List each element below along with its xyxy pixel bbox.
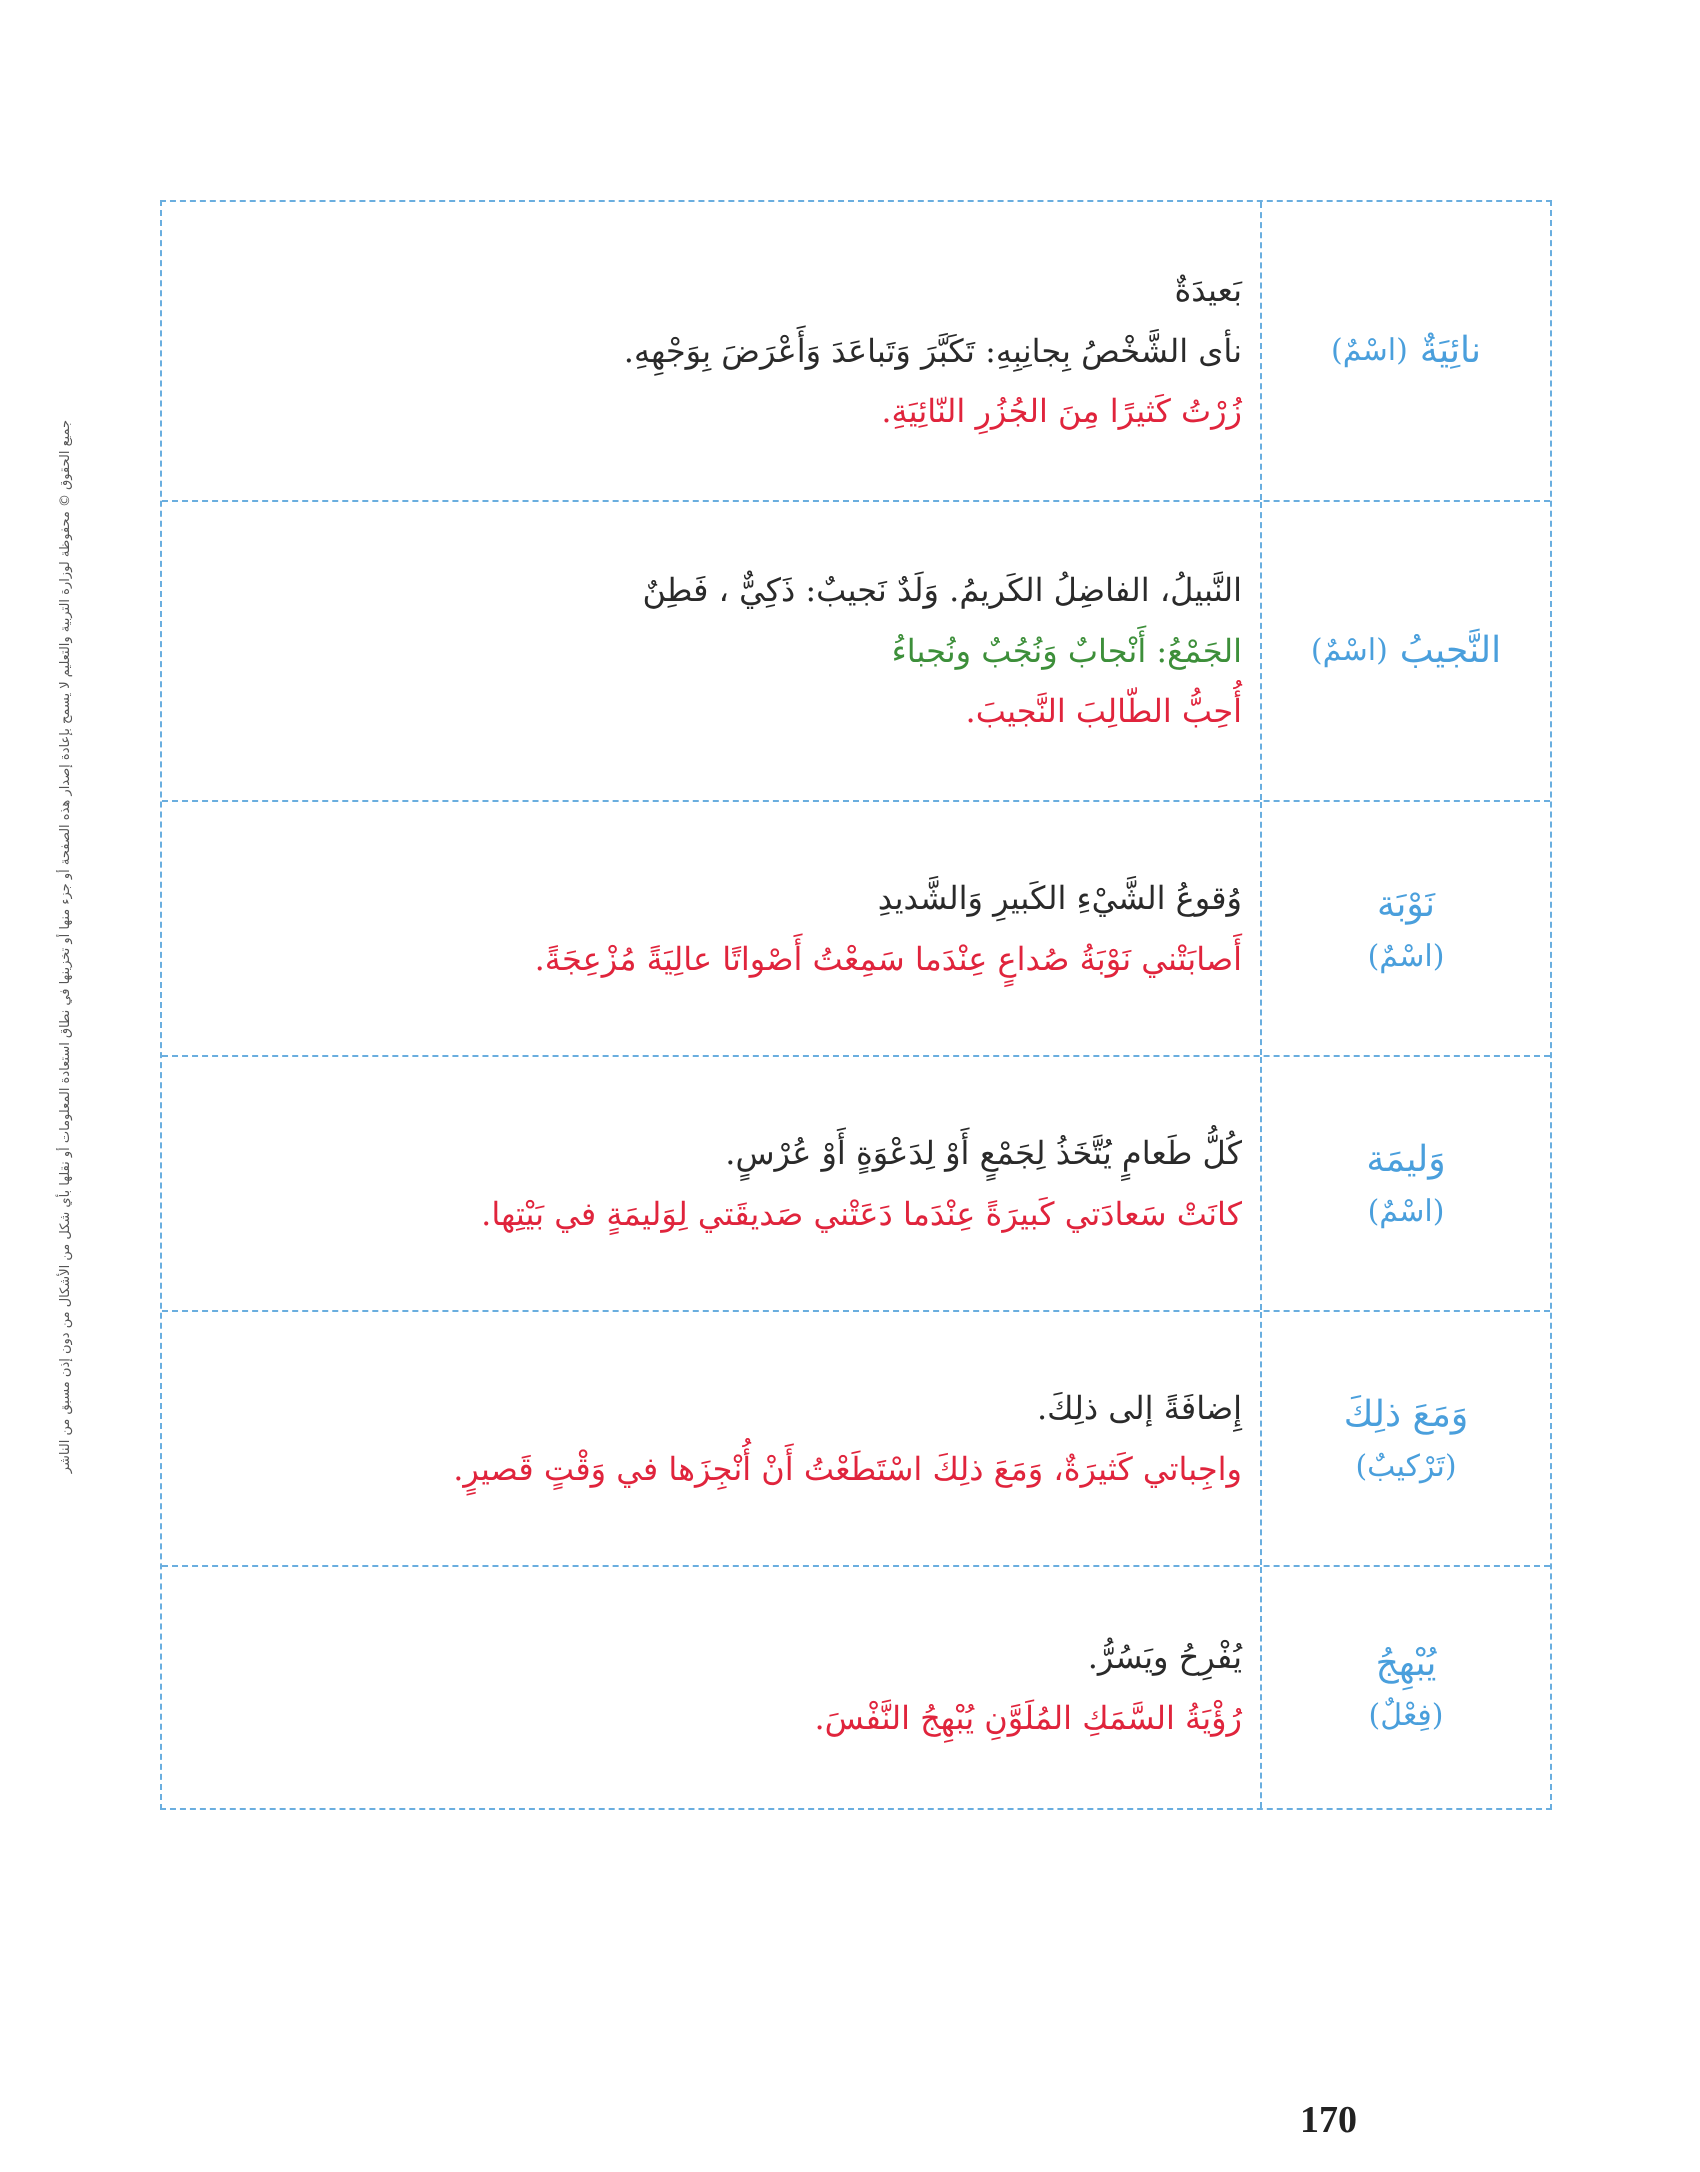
- vocab-row-1: [162, 202, 1550, 502]
- definition-line: كُلُّ طَعامٍ يُتَّخَذُ لِجَمْعٍ أَوْ لِدَعْوَةٍ أَوْ عُرْسٍ.: [725, 1133, 1242, 1172]
- copyright-note: جميع الحقوق © محفوظة لوزارة التربية والتعليم لا يسمح بإعادة إصدار هذه الصفحة أو جزء منها أو تخزينها في نطاق استعادة المعلومات أو نقلها بأي شكل من الأشكال من دون إذن مسبق من الناشر: [58, 420, 73, 1474]
- example-sentence: أَصابَتْني نَوْبَةُ صُداعٍ عِنْدَما سَمِعْتُ أَصْواتًا عالِيَةً مُزْعِجَةً.: [534, 939, 1242, 978]
- vocab-word: يُبْهِجُ: [1375, 1642, 1437, 1684]
- vocab-row-6: [162, 1567, 1550, 1808]
- example-sentence: كانَتْ سَعادَتي كَبيرَةً عِنْدَما دَعَتْني صَديقَتي لِوَليمَةٍ في بَيْتِها.: [481, 1194, 1242, 1233]
- word-cell: [1260, 802, 1550, 1055]
- definition-line: النَّبيلُ، الفاضِلُ الكَريمُ. وَلَدٌ نَجيبٌ: ذَكِيٌّ ، فَطِنٌ: [642, 570, 1242, 609]
- plural-line: الجَمْعُ: أَنْجابٌ وَنُجُبٌ ونُجباءُ: [891, 631, 1242, 670]
- example-sentence: زُرْتُ كَثيرًا مِنَ الجُزُرِ النّائِيَةِ.: [881, 392, 1242, 431]
- vocab-word: وَمَعَ ذلِكَ: [1343, 1393, 1469, 1435]
- definition-line: وُقوعُ الشَّيْءِ الكَبيرِ وَالشَّديدِ: [877, 878, 1242, 917]
- example-sentence: واجِباتي كَثيرَةٌ، وَمَعَ ذلِكَ اسْتَطَعْتُ أَنْ أُنْجِزَها في وَقْتٍ قَصيرٍ.: [453, 1449, 1242, 1488]
- word-cell: [1260, 1567, 1550, 1808]
- word-cell: [1260, 1312, 1550, 1565]
- word-cell: [1260, 202, 1550, 500]
- definition-cell: [162, 1312, 1260, 1565]
- vocabulary-table: [160, 200, 1552, 1810]
- word-cell: [1260, 1057, 1550, 1310]
- definition-line: إِضافَةً إلى ذلِكَ.: [1036, 1388, 1242, 1427]
- definition-line: بَعيدَةٌ: [1174, 270, 1242, 309]
- word-type: (تَرْكيبٌ): [1355, 1449, 1457, 1485]
- definition-cell: [162, 502, 1260, 800]
- definition-line: نأى الشَّخْصُ بِجانِبِهِ: تَكَبَّرَ وَتَباعَدَ وَأَعْرَضَ بِوَجْهِهِ.: [623, 331, 1242, 370]
- vocab-word: النَّجيبُ: [1399, 630, 1502, 672]
- word-type: (اسْمٌ): [1330, 333, 1408, 368]
- word-type: (اسْمٌ): [1310, 633, 1388, 668]
- vocab-row-5: [162, 1312, 1550, 1567]
- definition-cell: [162, 802, 1260, 1055]
- vocab-row-3: [162, 802, 1550, 1057]
- vocab-word: نَوْبَة: [1377, 883, 1435, 925]
- vocab-row-2: [162, 502, 1550, 802]
- word-type: (اسْمٌ): [1367, 939, 1445, 975]
- definition-line: يُفْرِحُ ويَسُرُّ.: [1087, 1637, 1242, 1676]
- vocab-word: وَليمَة: [1366, 1138, 1446, 1180]
- word-type: (اسْمٌ): [1367, 1194, 1445, 1230]
- example-sentence: أُحِبُّ الطّالِبَ النَّجيبَ.: [965, 692, 1242, 731]
- definition-cell: [162, 1057, 1260, 1310]
- definition-cell: [162, 1567, 1260, 1808]
- vocab-row-4: [162, 1057, 1550, 1312]
- example-sentence: رُؤْيَةُ السَّمَكِ المُلَوَّنِ يُبْهِجُ النَّفْسَ.: [814, 1698, 1242, 1737]
- page-number: 170: [1300, 2099, 1357, 2141]
- word-type: (فِعْلٌ): [1368, 1698, 1444, 1734]
- word-cell: [1260, 502, 1550, 800]
- vocab-word: نائِيَةٌ: [1419, 330, 1482, 372]
- definition-cell: [162, 202, 1260, 500]
